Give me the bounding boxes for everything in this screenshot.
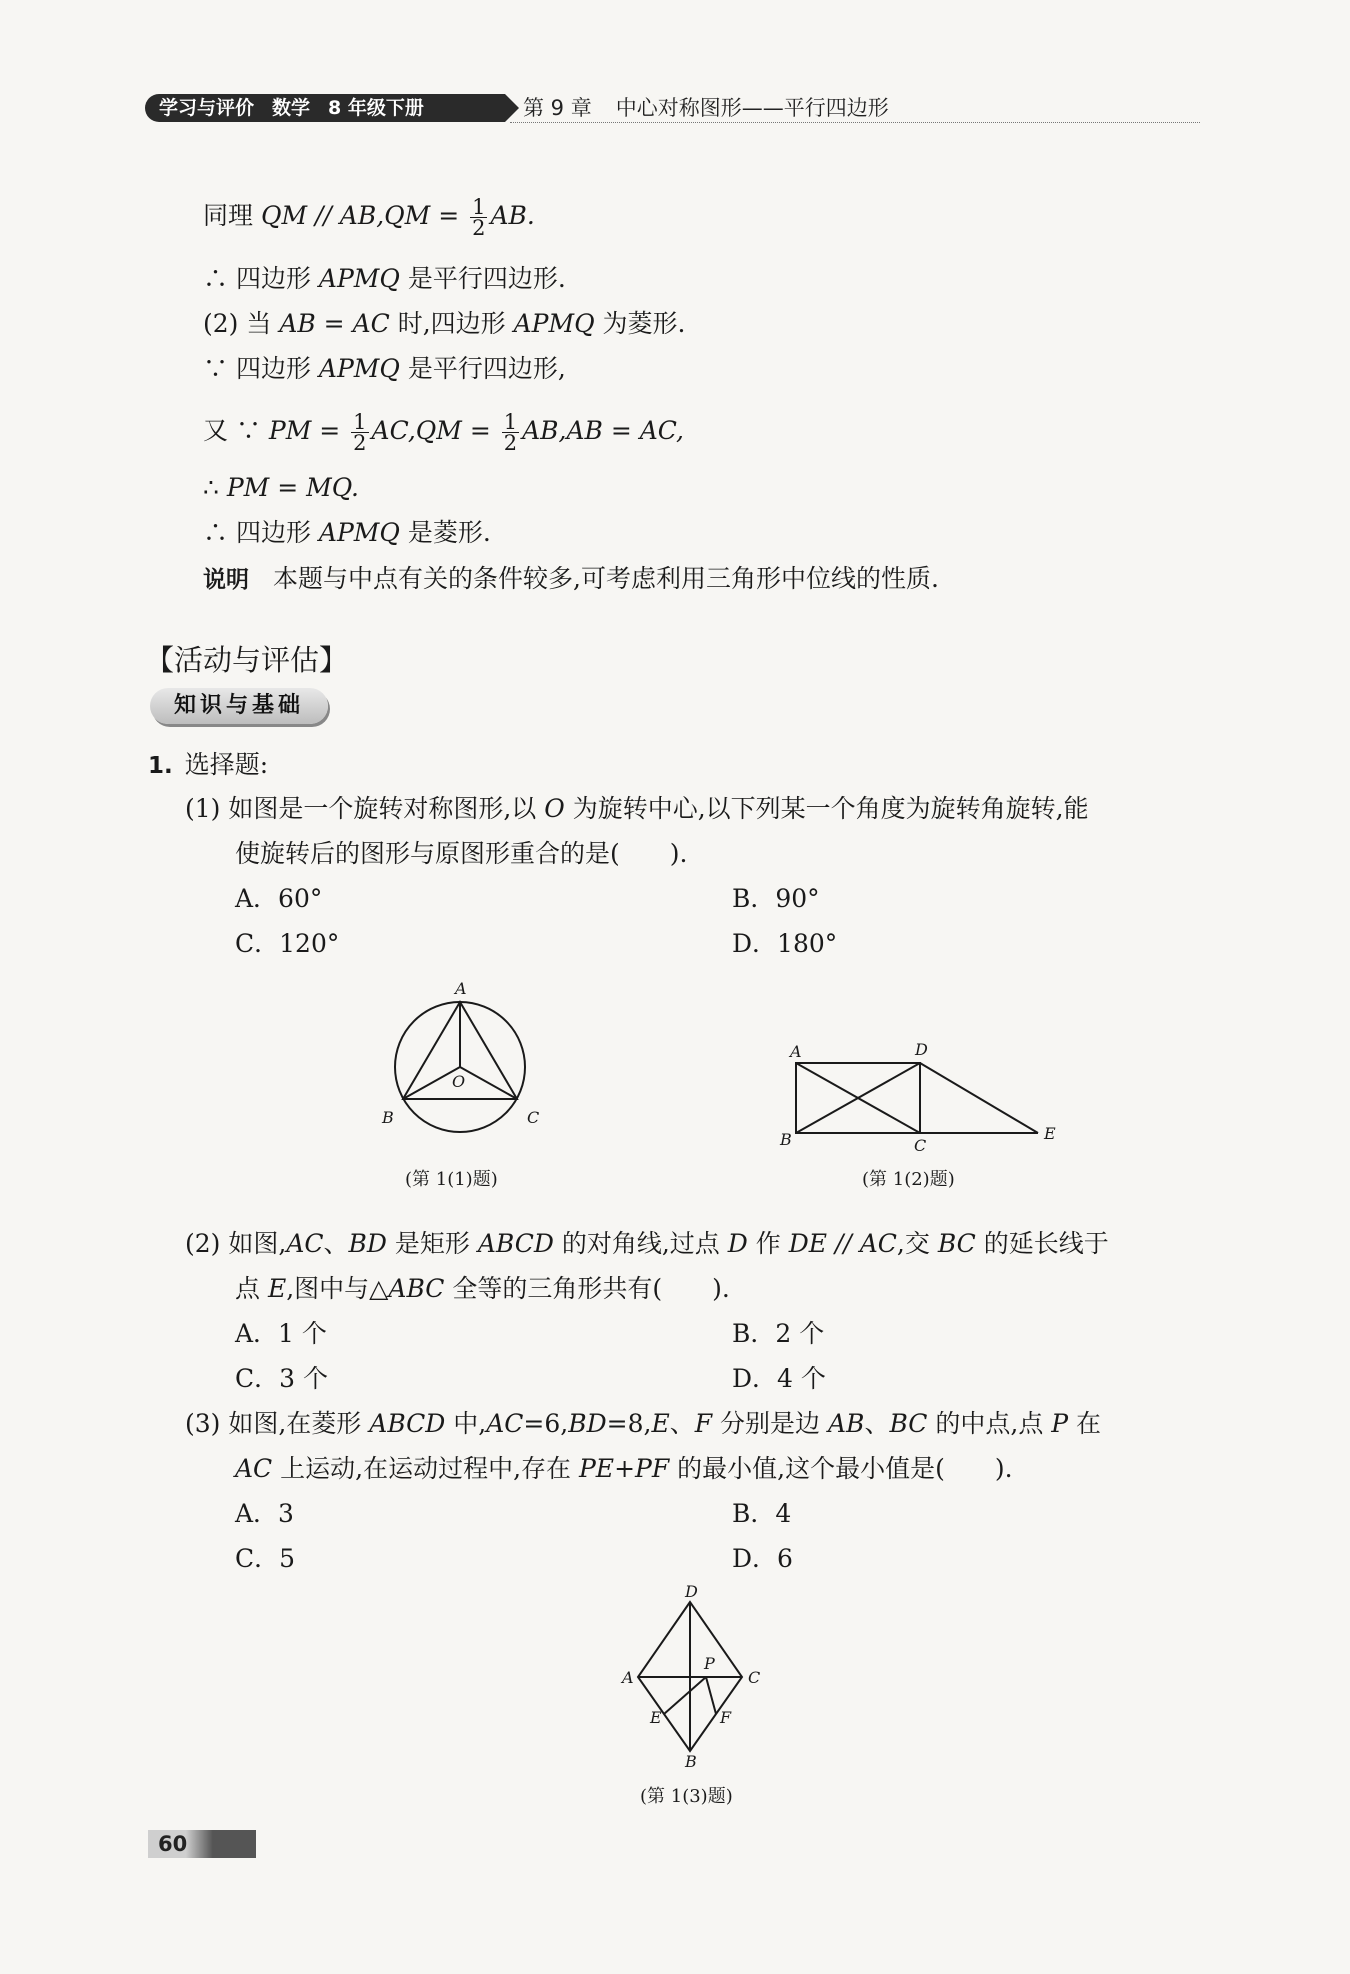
math: BC	[889, 1409, 928, 1438]
segment-pf	[706, 1677, 716, 1714]
solution-line-2	[203, 262, 566, 296]
book-title-bar	[145, 94, 505, 122]
section-title: 【活动与评估】	[145, 643, 349, 677]
label-e: E	[650, 1708, 662, 1727]
text: 为菱形.	[594, 309, 686, 338]
label-b: B	[780, 1130, 792, 1149]
math: PF	[635, 1454, 670, 1483]
math: APMQ	[318, 518, 400, 547]
label-d: D	[915, 1040, 928, 1059]
segment-de	[920, 1063, 1038, 1133]
math: AC	[286, 1229, 324, 1258]
fraction-half	[470, 197, 487, 238]
solution-line-7	[203, 516, 491, 550]
text: ∴ 四边形	[203, 518, 319, 547]
solution-line-5	[203, 412, 684, 453]
option-b: B．4	[732, 1499, 792, 1528]
q1-3-text-line-2	[235, 1452, 1013, 1486]
math: O	[544, 794, 565, 823]
text: 分别是边	[712, 1409, 828, 1438]
label-b: B	[685, 1752, 697, 1771]
text: 中,	[445, 1409, 487, 1438]
math: AB,AB = AC,	[522, 416, 684, 445]
text: 在	[1068, 1409, 1102, 1438]
q1-2-text-line-1	[185, 1227, 1109, 1261]
book-grade: 8 年级下册	[328, 97, 424, 119]
frac-den: 2	[353, 431, 367, 455]
solution-line-3	[203, 307, 686, 341]
chapter-number: 第 9 章	[523, 96, 592, 120]
figure-1-3-caption: (第 1(3)题)	[640, 1786, 733, 1807]
text: ∵ 四边形	[203, 354, 319, 383]
figure-1-3	[610, 1585, 770, 1775]
math: E	[651, 1409, 670, 1438]
text: ∴	[203, 473, 227, 502]
text: 是矩形	[386, 1229, 478, 1258]
text: 作	[747, 1229, 789, 1258]
book-subject: 数学	[272, 97, 311, 119]
math: BD	[348, 1229, 387, 1258]
option-a: A．3	[235, 1499, 294, 1528]
label-a: A	[622, 1668, 634, 1687]
note-label: 说明	[203, 567, 249, 593]
note-text: 本题与中点有关的条件较多,可考虑利用三角形中位线的性质.	[273, 564, 939, 593]
math: ABCD	[369, 1409, 446, 1438]
question-1-title	[148, 748, 268, 783]
fraction-half	[351, 412, 368, 453]
figure-1-2-caption: (第 1(2)题)	[862, 1169, 955, 1190]
text: 的中点,点	[927, 1409, 1052, 1438]
text: 的延长线于	[975, 1229, 1109, 1258]
text: 的对角线,过点	[553, 1229, 728, 1258]
figure-1-1-caption: (第 1(1)题)	[405, 1169, 498, 1190]
text: 的最小值,这个最小值是( ).	[669, 1454, 1013, 1483]
math: PE	[578, 1454, 615, 1483]
text: 是菱形.	[399, 518, 491, 547]
text: (2) 如图,	[185, 1229, 287, 1258]
math: D	[727, 1229, 748, 1258]
text: 为旋转中心,以下列某一个角度为旋转角旋转,能	[564, 794, 1089, 823]
text: =6,	[523, 1409, 569, 1438]
q1-3-text-line-1	[185, 1407, 1101, 1441]
math: APMQ	[318, 264, 400, 293]
math: AC	[235, 1454, 273, 1483]
option-c: C．3 个	[235, 1364, 328, 1393]
option-a: A．1 个	[235, 1319, 327, 1348]
label-e: E	[1044, 1124, 1056, 1143]
text: 全等的三角形共有( ).	[444, 1274, 730, 1303]
option-d: D．180°	[732, 929, 838, 958]
book-series: 学习与评价	[159, 97, 255, 119]
chapter-title: 中心对称图形——平行四边形	[615, 96, 889, 120]
option-d: D．6	[732, 1544, 793, 1573]
option-b: B．90°	[732, 884, 820, 913]
label-c: C	[748, 1668, 761, 1687]
segment-pe	[664, 1677, 706, 1714]
page-number-bar	[148, 1830, 256, 1858]
math: ABC	[388, 1274, 445, 1303]
text: 同理	[203, 201, 261, 230]
label-b: B	[382, 1108, 394, 1127]
label-a: A	[790, 1042, 802, 1061]
label-a: A	[455, 979, 467, 998]
text: 又 ∵	[203, 416, 269, 445]
label-c: C	[527, 1108, 540, 1127]
math: AC	[486, 1409, 524, 1438]
solution-line-1	[203, 197, 535, 238]
figure-1-2	[770, 1035, 1070, 1155]
text: ,图中与△	[286, 1274, 389, 1303]
page-number: 60	[158, 1832, 188, 1856]
text: (1) 如图是一个旋转对称图形,以	[185, 794, 545, 823]
math: DE // AC	[788, 1229, 897, 1258]
math: AC,QM =	[371, 416, 499, 445]
question-number: 1.	[148, 753, 173, 779]
text: ∴ 四边形	[203, 264, 319, 293]
math: P	[1051, 1409, 1069, 1438]
text: (3) 如图,在菱形	[185, 1409, 370, 1438]
frac-den: 2	[472, 216, 486, 240]
frac-num: 1	[353, 410, 367, 434]
q1-1-text-line-1	[185, 792, 1089, 826]
fraction-half	[502, 412, 519, 453]
text: 时,四边形	[389, 309, 514, 338]
text: =8,	[606, 1409, 652, 1438]
label-p: P	[704, 1654, 715, 1673]
option-c: C．5	[235, 1544, 296, 1573]
text: ,交	[896, 1229, 938, 1258]
header-rule	[510, 122, 1200, 123]
option-b: B．2 个	[732, 1319, 825, 1348]
math: F	[694, 1409, 713, 1438]
math: APMQ	[318, 354, 400, 383]
math: PM =	[268, 416, 349, 445]
math: BC	[937, 1229, 976, 1258]
math: AB = AC	[279, 309, 390, 338]
text: (2) 当	[203, 309, 280, 338]
option-c: C．120°	[235, 929, 340, 958]
text: 、	[669, 1409, 695, 1438]
label-c: C	[914, 1136, 927, 1155]
math: APMQ	[513, 309, 595, 338]
math: QM // AB,QM =	[260, 201, 468, 230]
option-d: D．4 个	[732, 1364, 826, 1393]
solution-line-6	[203, 471, 359, 505]
math: AB.	[490, 201, 535, 230]
chapter-heading	[523, 92, 889, 124]
math: BD	[568, 1409, 607, 1438]
option-a: A．60°	[235, 884, 323, 913]
solution-line-4	[203, 352, 566, 386]
q1-1-text-line-2: 使旋转后的图形与原图形重合的是( ).	[235, 839, 688, 868]
frac-num: 1	[472, 195, 486, 219]
figure-1-1	[370, 975, 550, 1135]
text: +	[614, 1454, 636, 1483]
frac-den: 2	[503, 431, 518, 455]
text: 点	[235, 1274, 268, 1303]
label-d: D	[685, 1585, 698, 1601]
text: 、	[864, 1409, 890, 1438]
math: E	[267, 1274, 287, 1303]
q1-2-text-line-2	[235, 1272, 730, 1306]
text: 是平行四边形,	[399, 354, 566, 383]
label-o: O	[452, 1072, 466, 1091]
text: 是平行四边形.	[399, 264, 566, 293]
math: ABCD	[477, 1229, 554, 1258]
math: AB	[828, 1409, 865, 1438]
text: 上运动,在运动过程中,存在	[272, 1454, 579, 1483]
page-header	[145, 92, 1200, 126]
solution-note	[203, 562, 939, 597]
section-badge: 知识与基础	[150, 688, 328, 724]
label-f: F	[720, 1708, 732, 1727]
question-title: 选择题:	[184, 750, 269, 779]
math: PM = MQ.	[226, 473, 359, 502]
text: 、	[323, 1229, 349, 1258]
frac-num: 1	[503, 410, 518, 434]
header-arrow	[505, 94, 519, 122]
